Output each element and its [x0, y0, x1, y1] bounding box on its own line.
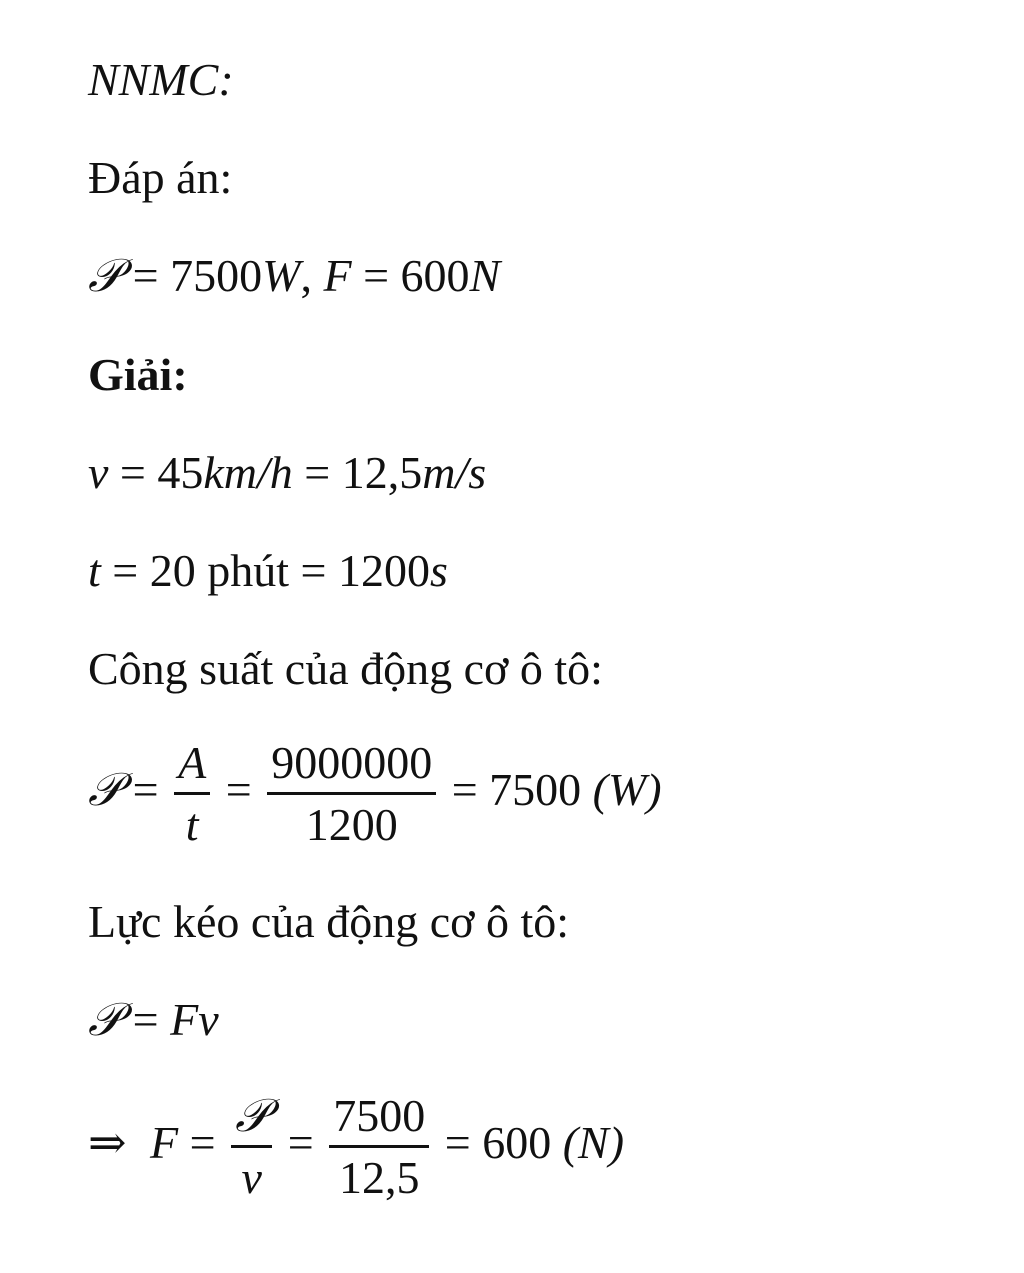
velocity-kmh-unit: km/h [203, 447, 293, 498]
answer-line [88, 250, 501, 301]
velocity-symbol: v [88, 447, 109, 498]
fraction-work-over-time [174, 737, 210, 852]
answer-label: Đáp án: [88, 152, 233, 203]
fraction-denominator: 1200 [305, 798, 398, 850]
force-result-unit: (N) [562, 1116, 625, 1168]
force-result: 600 [482, 1116, 552, 1168]
power-result-unit: (W) [592, 763, 662, 815]
force-symbol: F [323, 250, 352, 301]
power-label: Công suất của động cơ ô tô: [88, 643, 603, 694]
force-times-velocity: Fv [170, 994, 219, 1045]
fraction-numeric [329, 1090, 429, 1205]
fraction-denominator: 12,5 [338, 1151, 420, 1203]
equals-sign: = [132, 763, 159, 815]
force-symbol: F [150, 1116, 179, 1168]
time-seconds-value: 1200 [337, 545, 430, 596]
velocity-ms-value: 12,5 [341, 447, 423, 498]
fraction-numerator: 𝒫 [231, 1090, 272, 1148]
time-minutes-value: 20 [149, 545, 196, 596]
force-formula [88, 1090, 624, 1205]
force-label: Lực kéo của động cơ ô tô: [88, 896, 570, 947]
fraction-denominator: t [185, 798, 199, 850]
power-symbol: 𝒫 [88, 763, 122, 815]
power-symbol: 𝒫 [88, 994, 122, 1045]
velocity-kmh-value: 45 [157, 447, 204, 498]
equals-sign: = [287, 1116, 314, 1168]
fraction-numeric [267, 737, 436, 852]
power-formula [88, 737, 662, 852]
equals-sign: = [304, 447, 331, 498]
time-line [88, 545, 448, 596]
time-symbol: t [88, 545, 101, 596]
force-unit: N [469, 250, 501, 301]
equals-sign: = [444, 1116, 471, 1168]
solution-label: Giải: [88, 349, 188, 400]
equals-sign: = [189, 1116, 216, 1168]
separator: , [300, 250, 312, 301]
fraction-numerator: 9000000 [267, 737, 436, 795]
equals-sign: = [119, 447, 146, 498]
fraction-numerator: A [174, 737, 210, 795]
power-unit: W [262, 250, 301, 301]
equals-sign: = [112, 545, 139, 596]
fraction-denominator: v [241, 1151, 262, 1203]
fraction-numerator: 7500 [329, 1090, 429, 1148]
force-value: 600 [400, 250, 470, 301]
power-symbol: 𝒫 [88, 250, 122, 301]
power-value: 7500 [170, 250, 263, 301]
time-minutes-unit: phút [207, 545, 290, 596]
heading: NNMC: [88, 54, 234, 105]
equals-sign: = [451, 763, 478, 815]
equals-sign: = [363, 250, 390, 301]
velocity-ms-unit: m/s [422, 447, 487, 498]
fraction-power-over-velocity [231, 1090, 272, 1205]
implies-arrow-icon: ⇒ [88, 1116, 127, 1168]
power-relation [88, 994, 219, 1045]
time-seconds-unit: s [429, 545, 448, 596]
equals-sign: = [132, 994, 159, 1045]
equals-sign: = [300, 545, 327, 596]
velocity-line [88, 447, 487, 498]
equals-sign: = [132, 250, 159, 301]
power-result: 7500 [489, 763, 582, 815]
equals-sign: = [225, 763, 252, 815]
